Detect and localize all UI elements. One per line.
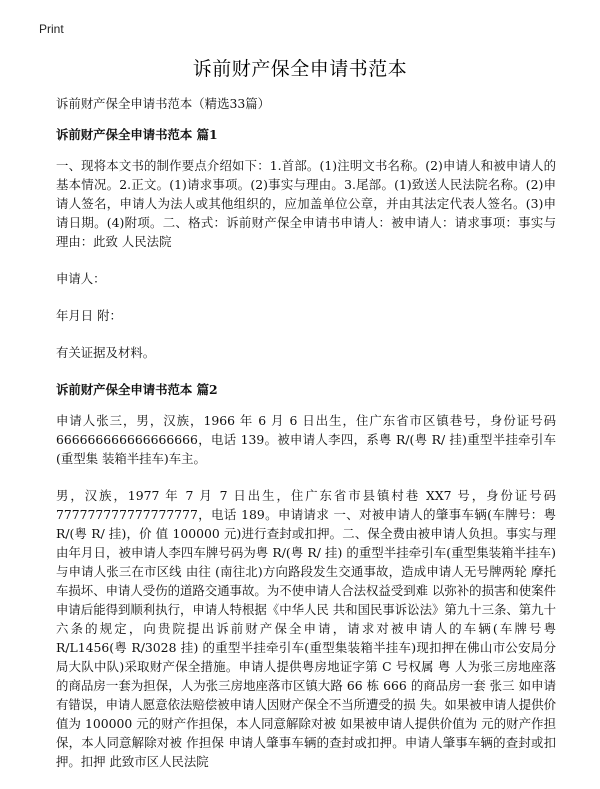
paragraph: 申请人： <box>56 271 106 286</box>
paragraph: 申请人张三，男，汉族，1966 年 6 月 6 日出生，住广东省市区镇巷号，身份证号码 666666666666666666，电话 139。被申请人李四，系粤 R/(粤 R/ 挂)重型半挂牵引车(重型集 装箱半挂车)车主。 <box>56 413 556 466</box>
section-heading-2: 诉前财产保全申请书范本 篇2 <box>56 382 218 397</box>
paragraph: 有关证据及材料。 <box>56 345 156 360</box>
paragraph: 年月日 附： <box>56 308 122 323</box>
paragraph: 一、现将本文书的制作要点介绍如下：1.首部。(1)注明文书名称。(2)申请人和被申请人的基本情况。2.正文。(1)请求事项。(2)事实与理由。3.尾部。(1)致送人民法院名称。(2)申请人签名，申请人为法人或其他组织的，应加盖单位公章，并由其法定代表人签名。(3)申请日期。(4)附项。二、格式：诉前财产保全申请书申请人：被申请人：请求事项：事实与理由：此致 人民法院 <box>56 158 556 249</box>
section-heading-1: 诉前财产保全申请书范本 篇1 <box>56 127 218 142</box>
print-link[interactable]: Print <box>39 22 64 36</box>
document-subtitle: 诉前财产保全申请书范本（精选33篇） <box>56 96 271 111</box>
document-title: 诉前财产保全申请书范本 <box>192 58 408 80</box>
document-body <box>56 94 556 789</box>
paragraph: 男，汉族，1977 年 7 月 7 日出生，住广东省市县镇村巷 XX7 号，身份证号码 777777777777777777，电话 189。申请请求 一、对被申请人的肇事车辆(车牌号：粤 R/(粤 R/ 挂)，价 值 100000 元)进行查封或扣押。二、保全费由被申请人负担。事实与理由年月日，被申请人李四车牌号码为粤 R/(粤 R/ 挂) 的重型半挂牵引车(重型集装箱半挂车)与申请人张三在市区线 由往 (南往北)方向路段发生交通事故，造成申请人无号牌两轮 摩托车损坏、申请人受伤的道路交通事故。为不使申请人合法权益受到难 以弥补的损害和使案件申请后能得到顺利执行，申请人特根据《中华人民 共和国民事诉讼法》第九十三条、第九十六条的规定，向贵院提出诉前财产保全申请，请求对被申请人的车辆(车牌号粤 R/L1456(粤 R/3028 挂) 的重型半挂牵引车(重型集装箱半挂车)现扣押在佛山市公安局分局大队中队)采取财产保全措施。申请人提供粤房地证字第 C 号权属 粤 人为张三房地座落 的商品房一套为担保，人为张三房地座落市区镇大路 66 栋 666 的商品房一套 张三 如申请有错误，申请人愿意依法赔偿被申请人因财产保全不当所遭受的损 失。如果被申请人提供价值为 100000 元的财产作担保，本人同意解除对被 如果被申请人提供价值为 元的财产作担保，本人同意解除对被 作担保 申请人肇事车辆的查封或扣押。申请人肇事车辆的查封或扣押。扣押 此致市区人民法院 <box>56 488 556 769</box>
